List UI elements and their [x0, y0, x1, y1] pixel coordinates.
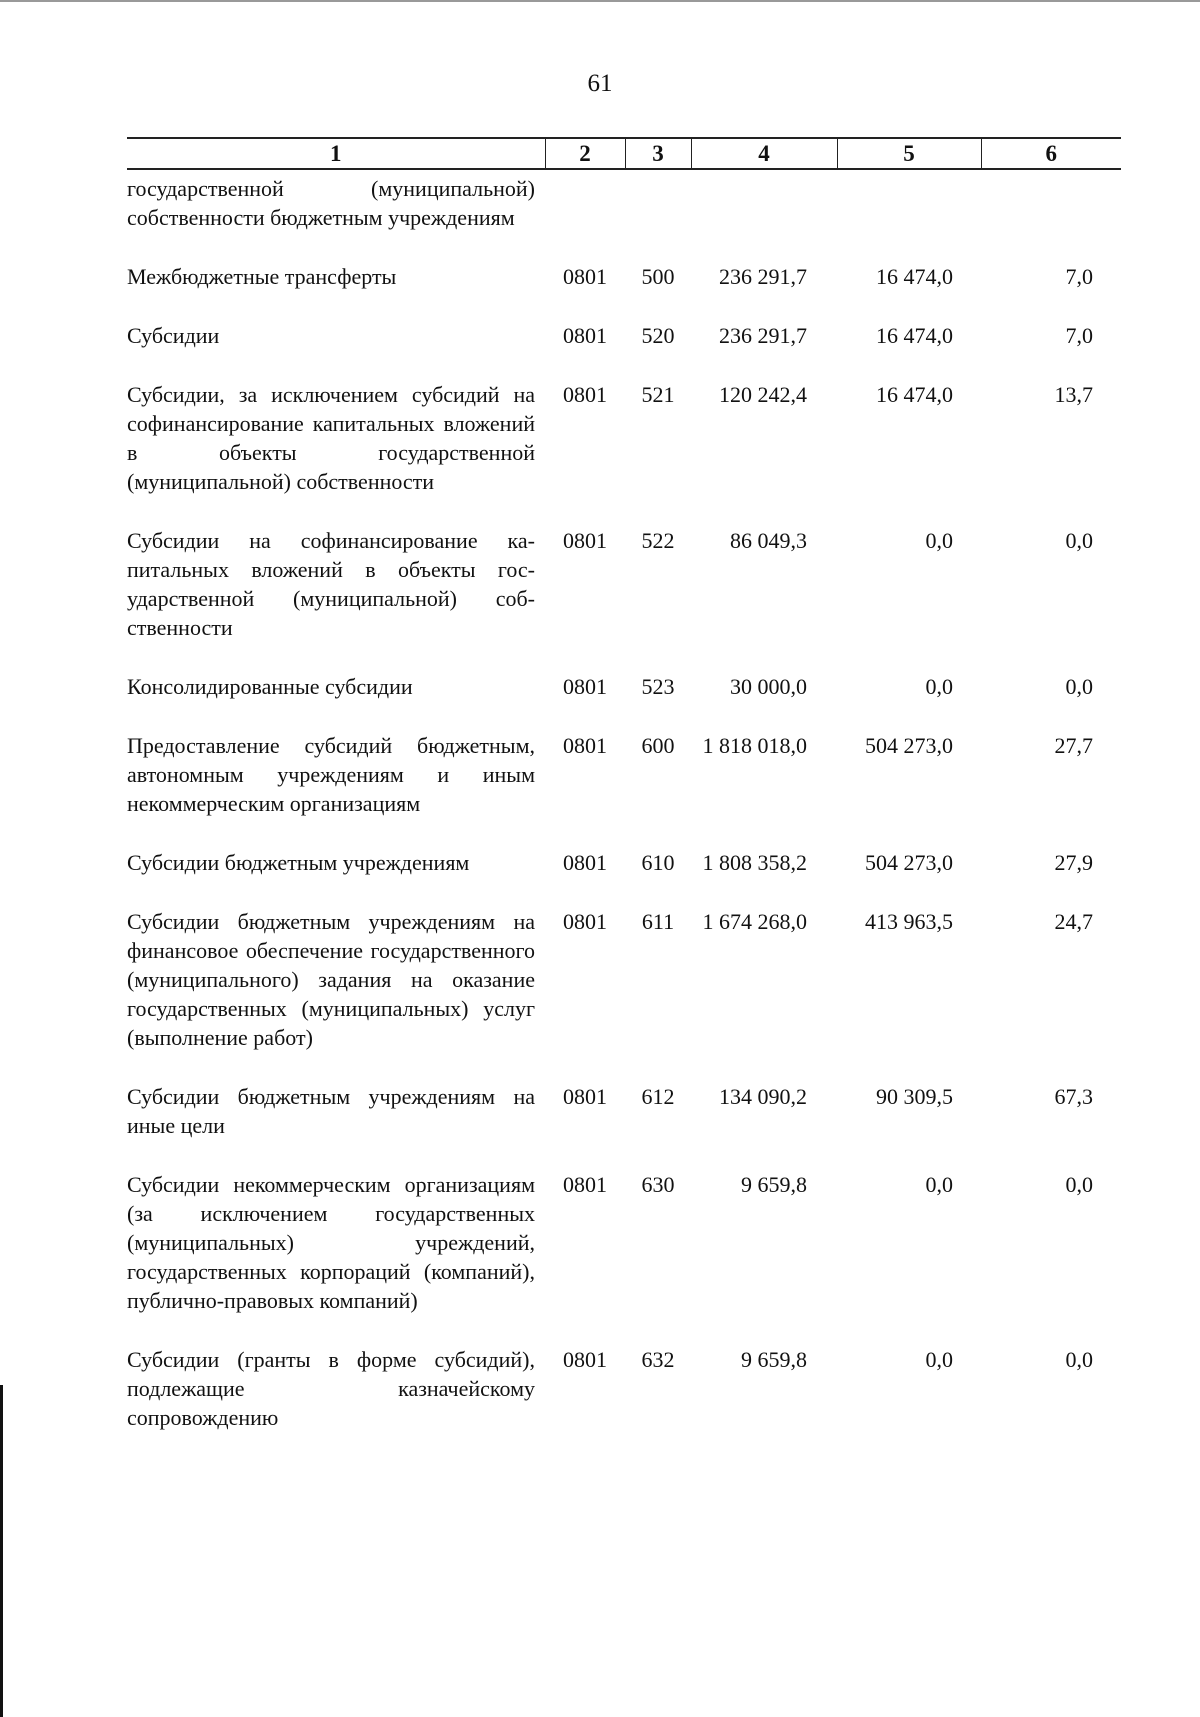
approved-amount-cell: 30 000,0 — [730, 674, 807, 699]
expense-type-cell: 612 — [641, 1084, 675, 1109]
percent-cell: 27,7 — [1054, 733, 1093, 758]
section-code-cell: 0801 — [563, 323, 607, 348]
approved-amount-cell: 120 242,4 — [719, 382, 807, 407]
row-name-cell: государственной (муниципальной) собственности бюджетным учреждениям — [127, 176, 535, 230]
approved-amount-cell: 1 674 268,0 — [702, 909, 807, 934]
column-header-6: 6 — [981, 138, 1121, 169]
executed-amount-cell: 504 273,0 — [865, 733, 953, 758]
section-code-cell: 0801 — [563, 1347, 607, 1372]
section-code-cell: 0801 — [563, 909, 607, 934]
row-name-cell: Субсидии бюджетным учреждениям на иные цели — [127, 1084, 535, 1138]
table-header-row — [127, 138, 1121, 169]
table-row — [127, 848, 1121, 907]
percent-cell: 7,0 — [1065, 323, 1093, 348]
approved-amount-cell: 236 291,7 — [719, 323, 807, 348]
table-row — [127, 672, 1121, 731]
approved-amount-cell: 1 808 358,2 — [702, 850, 807, 875]
approved-amount-cell: 236 291,7 — [719, 264, 807, 289]
row-name-cell: Предоставление субсидий бюджетным, автономным учреждениям и иным некоммерческим организациям — [127, 733, 535, 816]
expense-type-cell: 521 — [641, 382, 675, 407]
section-code-cell: 0801 — [563, 674, 607, 699]
expense-type-cell — [625, 169, 691, 262]
percent-cell: 0,0 — [1065, 674, 1093, 699]
executed-amount-cell — [837, 169, 981, 262]
column-header-5: 5 — [837, 138, 981, 169]
table-row — [127, 380, 1121, 526]
page-number: 61 — [587, 70, 613, 97]
table-row — [127, 1345, 1121, 1462]
table-row — [127, 526, 1121, 672]
row-name-cell: Субсидии бюджетным учреждениям на финансовое обеспечение государственного (муниципального) задания на оказание государственных (муниципальных) услуг (выполнение работ) — [127, 909, 535, 1050]
expense-type-cell: 632 — [641, 1347, 675, 1372]
approved-amount-cell: 9 659,8 — [741, 1172, 807, 1197]
percent-cell: 67,3 — [1054, 1084, 1093, 1109]
budget-table-container — [127, 137, 1121, 1462]
approved-amount-cell: 1 818 018,0 — [702, 733, 807, 758]
percent-cell: 0,0 — [1065, 1347, 1093, 1372]
percent-cell: 7,0 — [1065, 264, 1093, 289]
row-name-cell: Консолидированные субсидии — [127, 674, 413, 699]
page-top-edge — [0, 0, 1200, 2]
expense-type-cell: 611 — [641, 909, 675, 934]
approved-amount-cell — [691, 169, 837, 262]
percent-cell: 13,7 — [1054, 382, 1093, 407]
row-name-cell: Субсидии на софинансирование капитальных вложений в объекты государственной (муниципальной) собственности — [127, 528, 535, 640]
approved-amount-cell: 134 090,2 — [719, 1084, 807, 1109]
executed-amount-cell: 0,0 — [925, 528, 953, 553]
section-code-cell: 0801 — [563, 382, 607, 407]
row-name-cell: Межбюджетные трансферты — [127, 264, 397, 289]
row-name-cell: Субсидии некоммерческим организациям (за исключением государственных (муниципальных) учреждений, государственных корпораций (компаний), публично-правовых компаний) — [127, 1172, 535, 1313]
table-row — [127, 731, 1121, 848]
executed-amount-cell: 16 474,0 — [876, 382, 953, 407]
executed-amount-cell: 16 474,0 — [876, 264, 953, 289]
row-name-cell: Субсидии — [127, 323, 220, 348]
expense-type-cell: 522 — [641, 528, 675, 553]
expense-type-cell: 600 — [641, 733, 675, 758]
approved-amount-cell: 86 049,3 — [730, 528, 807, 553]
table-row — [127, 262, 1121, 321]
executed-amount-cell: 504 273,0 — [865, 850, 953, 875]
column-header-1: 1 — [127, 138, 545, 169]
expense-type-cell: 610 — [641, 850, 675, 875]
expense-type-cell: 520 — [641, 323, 675, 348]
column-header-4: 4 — [691, 138, 837, 169]
table-row — [127, 169, 1121, 262]
expense-type-cell: 630 — [641, 1172, 675, 1197]
executed-amount-cell: 90 309,5 — [876, 1084, 953, 1109]
table-row — [127, 1082, 1121, 1170]
table-row — [127, 1170, 1121, 1345]
row-name-cell: Субсидии бюджетным учреждениям — [127, 850, 470, 875]
executed-amount-cell: 0,0 — [925, 1172, 953, 1197]
scan-edge-line — [0, 1385, 3, 1717]
percent-cell: 27,9 — [1054, 850, 1093, 875]
expense-type-cell: 500 — [641, 264, 675, 289]
budget-table — [127, 137, 1121, 1462]
table-row — [127, 321, 1121, 380]
executed-amount-cell: 0,0 — [925, 674, 953, 699]
section-code-cell — [545, 169, 625, 262]
executed-amount-cell: 413 963,5 — [865, 909, 953, 934]
column-header-2: 2 — [545, 138, 625, 169]
table-body — [127, 169, 1121, 1462]
section-code-cell: 0801 — [563, 1084, 607, 1109]
executed-amount-cell: 0,0 — [925, 1347, 953, 1372]
table-row — [127, 907, 1121, 1082]
expense-type-cell: 523 — [641, 674, 675, 699]
executed-amount-cell: 16 474,0 — [876, 323, 953, 348]
column-header-3: 3 — [625, 138, 691, 169]
section-code-cell: 0801 — [563, 850, 607, 875]
section-code-cell: 0801 — [563, 528, 607, 553]
row-name-cell: Субсидии (гранты в форме субсидий), подлежащие казначейскому сопровождению — [127, 1347, 535, 1430]
percent-cell: 0,0 — [1065, 1172, 1093, 1197]
row-name-cell: Субсидии, за исключением субсидий на софинансирование капитальных вложений в объекты государственной (муниципальной) собственности — [127, 382, 535, 494]
section-code-cell: 0801 — [563, 733, 607, 758]
percent-cell: 0,0 — [1065, 528, 1093, 553]
section-code-cell: 0801 — [563, 1172, 607, 1197]
percent-cell: 24,7 — [1054, 909, 1093, 934]
percent-cell — [981, 169, 1121, 262]
approved-amount-cell: 9 659,8 — [741, 1347, 807, 1372]
section-code-cell: 0801 — [563, 264, 607, 289]
